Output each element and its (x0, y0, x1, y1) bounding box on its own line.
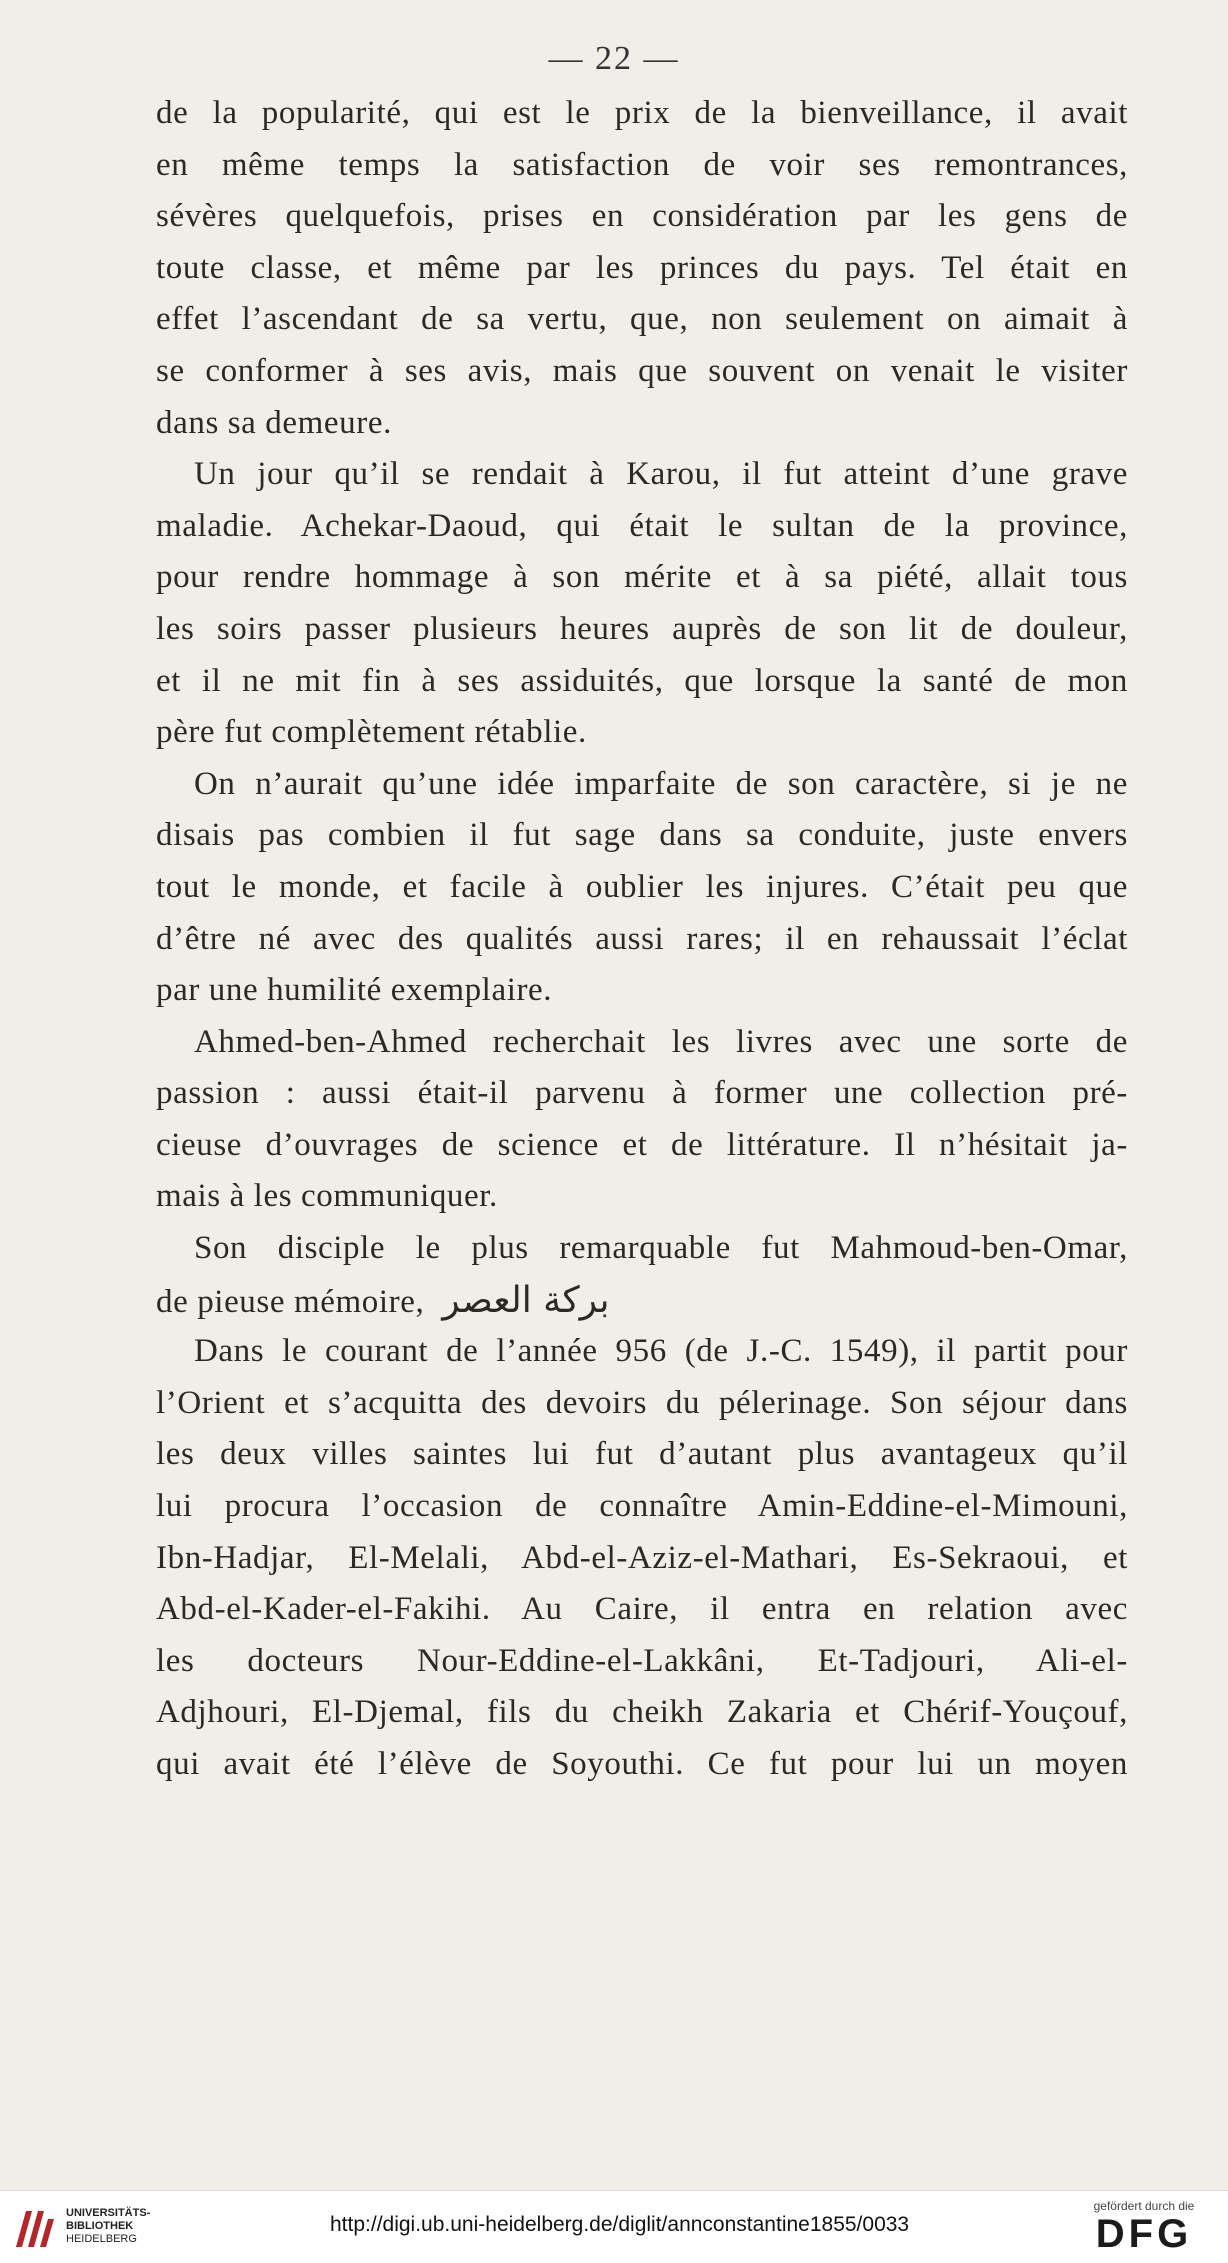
text-line: cieuse d’ouvrages de science et de littérature. Il n’hésitait ja- (156, 1126, 1128, 1163)
text-line: Abd-el-Kader-el-Fakihi. Au Caire, il entra en relation avec (156, 1591, 1128, 1628)
text-line: dans sa demeure. (156, 404, 392, 441)
body-text (156, 88, 1128, 1791)
text-line: pour rendre hommage à son mérite et à sa piété, allait tous (156, 559, 1128, 596)
text-line: Un jour qu’il se rendait à Karou, il fut atteint d’une grave (194, 456, 1128, 493)
arabic-honorific: بركة العصر (442, 1279, 610, 1321)
library-name-line: UNIVERSITÄTS- (66, 2207, 151, 2219)
text-line: sévères quelquefois, prises en considération par les gens de (156, 198, 1128, 235)
text-line: Ibn-Hadjar, El-Melali, Abd-el-Aziz-el-Mathari, Es-Sekraoui, et (156, 1539, 1128, 1576)
text-line: en même temps la satisfaction de voir ses remontrances, (156, 146, 1128, 183)
viewer-footer (0, 2190, 1228, 2263)
text-line: mais à les communiquer. (156, 1178, 498, 1215)
text-line: toute classe, et même par les princes du pays. Tel était en (156, 249, 1128, 286)
text-line: Son disciple le plus remarquable fut Mahmoud-ben-Omar, (194, 1230, 1128, 1267)
text-line: se conformer à ses avis, mais que souvent on venait le visiter (156, 352, 1128, 389)
text-line: On n’aurait qu’une idée imparfaite de son caractère, si je ne (194, 765, 1128, 802)
text-line: disais pas combien il fut sage dans sa conduite, juste envers (156, 817, 1128, 854)
text-line-latin: de pieuse mémoire, (156, 1283, 425, 1320)
text-line: les deux villes saintes lui fut d’autant plus avantageux qu’il (156, 1436, 1128, 1473)
sponsor-block (1074, 2199, 1214, 2255)
text-line: passion : aussi était-il parvenu à former une collection pré- (156, 1075, 1128, 1112)
dfg-logo: DFG (1095, 2212, 1193, 2256)
text-line: lui procura l’occasion de connaître Amin-Eddine-el-Mimouni, (156, 1488, 1128, 1525)
text-line: Adjhouri, El-Djemal, fils du cheikh Zakaria et Chérif-Youçouf, (156, 1694, 1128, 1731)
text-line: maladie. Achekar-Daoud, qui était le sultan de la province, (156, 507, 1128, 544)
library-name-line: HEIDELBERG (66, 2233, 137, 2245)
text-line: de la popularité, qui est le prix de la bienveillance, il avait (156, 95, 1128, 131)
text-line: père fut complètement rétablie. (156, 714, 587, 751)
text-line: Dans le courant de l’année 956 (de J.-C. 1549), il partit pour (194, 1333, 1128, 1370)
text-line: d’être né avec des qualités aussi rares; il en rehaussait l’éclat (156, 920, 1128, 957)
text-line-with-arabic (156, 1275, 1128, 1327)
library-name-line: BIBLIOTHEK (66, 2220, 134, 2232)
sponsor-caption: gefördert durch die (1093, 2199, 1195, 2213)
university-library-name (66, 2207, 150, 2246)
text-line: tout le monde, et facile à oublier les injures. C’était peu que (156, 868, 1128, 905)
text-line: les soirs passer plusieurs heures auprès de son lit de douleur, (156, 610, 1128, 647)
text-line: par une humilité exemplaire. (156, 972, 553, 1009)
text-line: les docteurs Nour-Eddine-el-Lakkâni, Et-Tadjouri, Ali-el- (156, 1642, 1128, 1679)
text-line: et il ne mit fin à ses assiduités, que lorsque la santé de mon (156, 662, 1128, 699)
permalink-url[interactable]: http://digi.ub.uni-heidelberg.de/diglit/annconstantine1855/0033 (330, 2213, 910, 2236)
page-number: — 22 — (548, 40, 680, 77)
text-line: qui avait été l’élève de Soyouthi. Ce fut pour lui un moyen (156, 1746, 1128, 1782)
text-line: effet l’ascendant de sa vertu, que, non seulement on aimait à (156, 301, 1128, 338)
university-library-logo-icon (12, 2205, 56, 2251)
text-line: l’Orient et s’acquitta des devoirs du pélerinage. Son séjour dans (156, 1384, 1128, 1421)
text-line: Ahmed-ben-Ahmed recherchait les livres avec une sorte de (194, 1023, 1128, 1060)
